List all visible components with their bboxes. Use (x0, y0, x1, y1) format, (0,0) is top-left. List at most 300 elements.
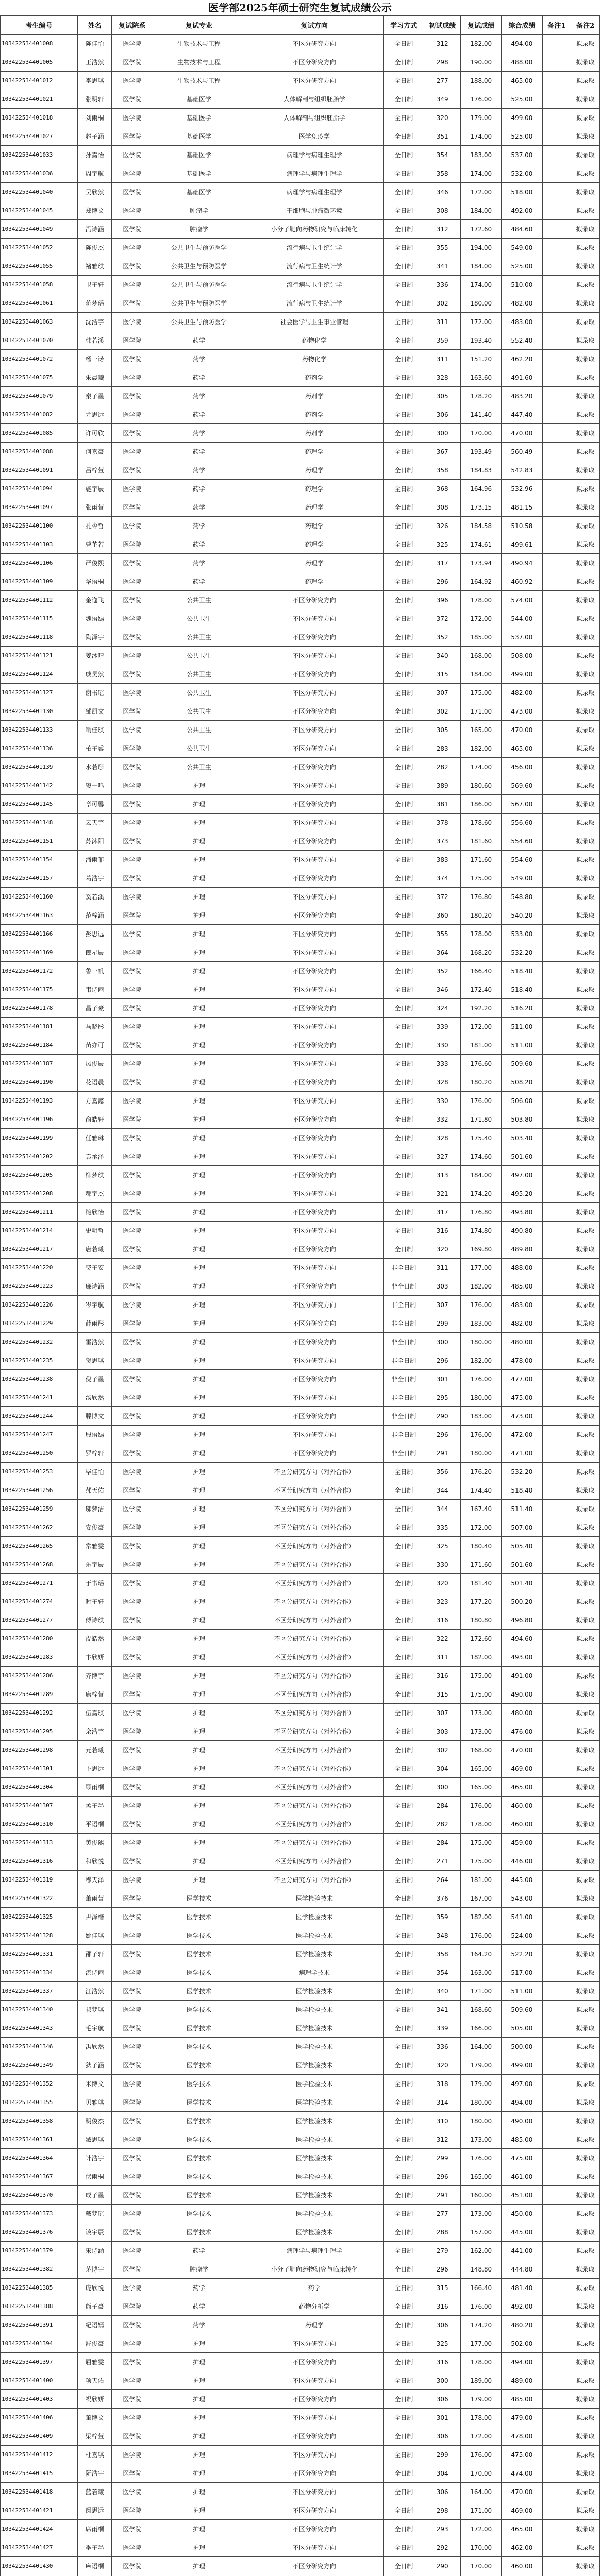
cell-major: 护理 (153, 1741, 245, 1759)
cell-name: 葛浩宇 (77, 869, 111, 888)
cell-department: 医学院 (112, 665, 153, 684)
cell-department: 医学院 (112, 1722, 153, 1741)
table-row (1, 943, 600, 962)
cell-total-score: 462.20 (502, 350, 542, 368)
cell-study-mode: 全日制 (384, 1815, 424, 1834)
cell-major: 护理 (153, 832, 245, 851)
cell-major: 护理 (153, 1129, 245, 1147)
cell-candidate-id: 103422534401211 (1, 1203, 78, 1222)
cell-department: 医学院 (112, 1092, 153, 1110)
cell-department: 医学院 (112, 2557, 153, 2575)
cell-department: 医学院 (112, 1518, 153, 1537)
cell-department: 医学院 (112, 1611, 153, 1630)
cell-name: 席雨桐 (77, 2520, 111, 2538)
cell-initial-score: 346 (424, 980, 461, 999)
table-row (1, 1222, 600, 1240)
cell-study-mode: 全日制 (384, 1073, 424, 1092)
cell-direction: 药理学 (245, 480, 384, 498)
cell-initial-score: 312 (424, 35, 461, 53)
table-row (1, 2075, 600, 2093)
cell-candidate-id: 103422534401181 (1, 1018, 78, 1036)
cell-direction: 不区分研究方向 (245, 647, 384, 665)
cell-major: 生物技术与工程 (153, 35, 245, 53)
cell-name: 吴欣然 (77, 183, 111, 201)
cell-note-1 (542, 535, 571, 554)
cell-major: 药学 (153, 2297, 245, 2316)
cell-initial-score: 340 (424, 1982, 461, 2001)
table-row (1, 2409, 600, 2427)
cell-study-mode: 全日制 (384, 146, 424, 164)
cell-retest-score: 164.20 (461, 1945, 502, 1963)
cell-department: 医学院 (112, 1166, 153, 1184)
cell-candidate-id: 103422534401310 (1, 1815, 78, 1834)
cell-name: 皮皓然 (77, 1630, 111, 1648)
cell-note-1 (542, 1611, 571, 1630)
cell-name: 郎星辰 (77, 943, 111, 962)
cell-direction: 病理学与病理生理学 (245, 183, 384, 201)
cell-name: 孙嘉怡 (77, 146, 111, 164)
cell-name: 米博文 (77, 2075, 111, 2093)
cell-note-2: 拟录取 (571, 1110, 600, 1129)
cell-department: 医学院 (112, 795, 153, 814)
cell-candidate-id: 103422534401313 (1, 1834, 78, 1852)
cell-total-score: 445.00 (502, 2223, 542, 2242)
cell-study-mode: 全日制 (384, 2019, 424, 2038)
cell-retest-score: 170.00 (461, 2538, 502, 2557)
cell-direction: 不区分研究方向（对外合作） (245, 1759, 384, 1778)
cell-direction: 不区分研究方向 (245, 1426, 384, 1444)
cell-total-score: 537.00 (502, 146, 542, 164)
cell-name: 朱晨曦 (77, 368, 111, 387)
cell-initial-score: 301 (424, 2409, 461, 2427)
cell-study-mode: 全日制 (384, 1592, 424, 1611)
cell-note-1 (542, 2093, 571, 2112)
cell-note-2: 拟录取 (571, 1444, 600, 1463)
cell-total-score: 488.00 (502, 1259, 542, 1277)
cell-note-2: 拟录取 (571, 1815, 600, 1834)
cell-study-mode: 全日制 (384, 2223, 424, 2242)
cell-candidate-id: 103422534401196 (1, 1110, 78, 1129)
cell-direction (245, 2575, 384, 2576)
table-row (1, 1982, 600, 2001)
table-row (1, 2446, 600, 2464)
cell-note-2: 拟录取 (571, 2093, 600, 2112)
cell-retest-score: 178.00 (461, 925, 502, 943)
cell-total-score: 544.00 (502, 609, 542, 628)
cell-initial-score: 339 (424, 2019, 461, 2038)
cell-department: 医学院 (112, 2056, 153, 2075)
cell-retest-score: 179.00 (461, 2075, 502, 2093)
cell-direction: 不区分研究方向 (245, 888, 384, 906)
cell-note-2: 拟录取 (571, 1463, 600, 1481)
cell-major: 肿瘤学 (153, 2260, 245, 2279)
cell-candidate-id: 103422534401103 (1, 535, 78, 554)
cell-study-mode: 全日制 (384, 1834, 424, 1852)
cell-major: 护理 (153, 2538, 245, 2557)
cell-department: 医学院 (112, 758, 153, 776)
table-row (1, 2038, 600, 2056)
table-row (1, 1908, 600, 1926)
cell-total-score: 480.00 (502, 1333, 542, 1351)
cell-total-score: 456.00 (502, 758, 542, 776)
cell-study-mode: 全日制 (384, 480, 424, 498)
cell-major: 护理 (153, 1481, 245, 1500)
cell-note-1 (542, 2223, 571, 2242)
cell-study-mode: 全日制 (384, 554, 424, 572)
cell-initial-score: 311 (424, 1259, 461, 1277)
cell-candidate-id: 103422534401085 (1, 424, 78, 443)
cell-note-1 (542, 1314, 571, 1333)
cell-retest-score: 176.80 (461, 1203, 502, 1222)
cell-note-2: 拟录取 (571, 2242, 600, 2260)
cell-department: 医学院 (112, 1259, 153, 1277)
cell-note-2: 拟录取 (571, 146, 600, 164)
cell-note-1 (542, 2409, 571, 2427)
cell-retest-score: 184.58 (461, 517, 502, 535)
cell-department: 医学院 (112, 2186, 153, 2205)
cell-initial-score: 372 (424, 609, 461, 628)
cell-department: 医学院 (112, 2390, 153, 2409)
cell-direction: 不区分研究方向 (245, 999, 384, 1018)
cell-note-1 (542, 1110, 571, 1129)
cell-note-1 (542, 35, 571, 53)
cell-note-2: 拟录取 (571, 1963, 600, 1982)
table-row (1, 1444, 600, 1463)
cell-candidate-id: 103422534401280 (1, 1630, 78, 1648)
cell-retest-score: 182.00 (461, 1648, 502, 1667)
cell-candidate-id: 103422534401247 (1, 1426, 78, 1444)
cell-candidate-id: 103422534401406 (1, 2409, 78, 2427)
cell-direction: 医学检验技术 (245, 1889, 384, 1908)
cell-direction: 不区分研究方向 (245, 2557, 384, 2575)
cell-candidate-id: 103422534401202 (1, 1147, 78, 1166)
cell-study-mode (384, 2575, 424, 2576)
cell-note-2: 拟录取 (571, 647, 600, 665)
cell-candidate-id: 103422534401325 (1, 1908, 78, 1926)
cell-department: 医学院 (112, 1982, 153, 2001)
cell-total-score: 475.00 (502, 2149, 542, 2167)
cell-candidate-id: 103422534401340 (1, 2001, 78, 2019)
cell-study-mode: 全日制 (384, 795, 424, 814)
table-row (1, 2242, 600, 2260)
cell-candidate-id: 103422534401259 (1, 1500, 78, 1518)
cell-total-score: 478.00 (502, 1351, 542, 1370)
cell-initial-score: 381 (424, 795, 461, 814)
cell-study-mode: 全日制 (384, 628, 424, 647)
cell-major: 护理 (153, 1463, 245, 1481)
cell-direction: 药理学 (245, 461, 384, 480)
table-row (1, 2371, 600, 2390)
cell-direction: 医学检验技术 (245, 2001, 384, 2019)
cell-retest-score: 183.00 (461, 1314, 502, 1333)
cell-candidate-id: 103422534401334 (1, 1963, 78, 1982)
cell-study-mode: 全日制 (384, 869, 424, 888)
cell-retest-score: 176.00 (461, 1296, 502, 1314)
cell-total-score: 522.20 (502, 1945, 542, 1963)
cell-note-2: 拟录取 (571, 1722, 600, 1741)
cell-department: 医学院 (112, 1500, 153, 1518)
cell-note-2: 拟录取 (571, 2075, 600, 2093)
cell-study-mode: 全日制 (384, 943, 424, 962)
cell-total-score: 503.80 (502, 1110, 542, 1129)
cell-name: 顾雨桐 (77, 1778, 111, 1797)
cell-major: 医学技术 (153, 2001, 245, 2019)
cell-major: 护理 (153, 1036, 245, 1055)
cell-major: 基础医学 (153, 127, 245, 146)
cell-total-score: 490.80 (502, 1222, 542, 1240)
cell-study-mode: 全日制 (384, 2205, 424, 2223)
cell-note-1 (542, 443, 571, 461)
cell-direction: 医学检验技术 (245, 2167, 384, 2186)
cell-total-score: 494.60 (502, 1630, 542, 1648)
cell-total-score: 485.00 (502, 2390, 542, 2409)
cell-study-mode: 全日制 (384, 2520, 424, 2538)
cell-note-1 (542, 1055, 571, 1073)
cell-note-2: 拟录取 (571, 1333, 600, 1351)
cell-name: 谈宇辰 (77, 2223, 111, 2242)
cell-candidate-id: 103422534401097 (1, 498, 78, 517)
cell-major: 药学 (153, 424, 245, 443)
cell-total-score: 532.20 (502, 1463, 542, 1481)
cell-department: 医学院 (112, 1555, 153, 1574)
cell-direction: 病理学与病理生理学 (245, 146, 384, 164)
cell-note-2: 拟录取 (571, 1351, 600, 1370)
cell-study-mode: 全日制 (384, 1630, 424, 1648)
cell-initial-score: 368 (424, 480, 461, 498)
cell-study-mode: 非全日制 (384, 1426, 424, 1444)
cell-retest-score: 174.00 (461, 164, 502, 183)
cell-candidate-id: 103422534401012 (1, 72, 78, 90)
cell-initial-score: 306 (424, 2483, 461, 2501)
cell-major: 护理 (153, 1259, 245, 1277)
cell-candidate-id: 103422534401021 (1, 90, 78, 109)
cell-name: 倪子墨 (77, 1370, 111, 1388)
cell-candidate-id: 103422534401328 (1, 1926, 78, 1945)
cell-note-1 (542, 294, 571, 313)
cell-retest-score: 171.60 (461, 1555, 502, 1574)
cell-department: 医学院 (112, 2371, 153, 2390)
cell-note-1 (542, 1129, 571, 1147)
cell-note-2: 拟录取 (571, 1222, 600, 1240)
cell-retest-score: 174.00 (461, 127, 502, 146)
cell-department: 医学院 (112, 1314, 153, 1333)
cell-direction: 药剂学 (245, 424, 384, 443)
table-row (1, 2149, 600, 2167)
cell-name: 赵子涵 (77, 127, 111, 146)
cell-note-2: 拟录取 (571, 2316, 600, 2334)
cell-major: 护理 (153, 1351, 245, 1370)
cell-candidate-id: 103422534401133 (1, 721, 78, 739)
cell-total-score: 508.20 (502, 1073, 542, 1092)
cell-initial-score: 300 (424, 1778, 461, 1797)
table-header-row (1, 16, 600, 35)
table-row (1, 183, 600, 201)
cell-name: 雷浩然 (77, 1333, 111, 1351)
cell-department: 医学院 (112, 443, 153, 461)
cell-department: 医学院 (112, 2427, 153, 2446)
cell-initial-score: 330 (424, 1092, 461, 1110)
cell-total-score: 505.40 (502, 1537, 542, 1555)
cell-department: 医学院 (112, 90, 153, 109)
table-row (1, 1518, 600, 1537)
cell-note-2: 拟录取 (571, 925, 600, 943)
cell-note-2: 拟录取 (571, 201, 600, 220)
cell-department: 医学院 (112, 72, 153, 90)
cell-study-mode: 全日制 (384, 1222, 424, 1240)
cell-note-1 (542, 368, 571, 387)
table-row (1, 517, 600, 535)
cell-total-score: 460.00 (502, 1797, 542, 1815)
cell-candidate-id: 103422534401295 (1, 1722, 78, 1741)
table-row (1, 776, 600, 795)
cell-major: 护理 (153, 795, 245, 814)
cell-note-2: 拟录取 (571, 2167, 600, 2186)
cell-initial-score: 312 (424, 220, 461, 239)
cell-total-score: 451.00 (502, 2186, 542, 2205)
cell-department: 医学院 (112, 1055, 153, 1073)
cell-initial-score: 295 (424, 1388, 461, 1407)
cell-major: 公共卫生 (153, 758, 245, 776)
table-row (1, 1166, 600, 1184)
cell-department: 医学院 (112, 1834, 153, 1852)
cell-department: 医学院 (112, 1630, 153, 1648)
cell-note-1 (542, 572, 571, 591)
cell-retest-score: 169.80 (461, 1240, 502, 1259)
cell-candidate-id: 103422534401382 (1, 2260, 78, 2279)
cell-study-mode: 全日制 (384, 851, 424, 869)
table-row (1, 647, 600, 665)
cell-direction: 医学检验技术 (245, 2056, 384, 2075)
cell-study-mode: 全日制 (384, 2038, 424, 2056)
cell-initial-score: 291 (424, 2186, 461, 2205)
cell-note-1 (542, 1815, 571, 1834)
cell-direction: 医学检验技术 (245, 2075, 384, 2093)
cell-study-mode: 全日制 (384, 888, 424, 906)
cell-major: 护理 (153, 2483, 245, 2501)
cell-retest-score: 175.00 (461, 684, 502, 702)
cell-initial-score: 359 (424, 1908, 461, 1926)
cell-department: 医学院 (112, 146, 153, 164)
table-row (1, 2186, 600, 2205)
cell-retest-score: 173.00 (461, 1704, 502, 1722)
cell-name: 伏雨桐 (77, 2167, 111, 2186)
cell-name: 陈佳怡 (77, 35, 111, 53)
cell-study-mode: 全日制 (384, 1648, 424, 1667)
table-row (1, 554, 600, 572)
cell-candidate-id: 103422534401394 (1, 2334, 78, 2353)
cell-note-1 (542, 405, 571, 424)
table-row (1, 2557, 600, 2575)
cell-retest-score: 173.00 (461, 1722, 502, 1741)
cell-department: 医学院 (112, 962, 153, 980)
cell-department (112, 2575, 153, 2576)
cell-note-2: 拟录取 (571, 1982, 600, 2001)
cell-major: 医学技术 (153, 2019, 245, 2038)
cell-department: 医学院 (112, 2446, 153, 2464)
cell-direction: 医学检验技术 (245, 2186, 384, 2205)
table-row (1, 1333, 600, 1351)
table-row (1, 758, 600, 776)
cell-name: 戴梦瑶 (77, 2205, 111, 2223)
cell-direction: 不区分研究方向（对外合作） (245, 1537, 384, 1555)
cell-note-1 (542, 943, 571, 962)
header-total-score: 综合成绩 (502, 16, 542, 35)
cell-department: 医学院 (112, 1778, 153, 1797)
cell-initial-score: 316 (424, 1667, 461, 1685)
cell-major: 医学技术 (153, 1889, 245, 1908)
cell-note-1 (542, 1296, 571, 1314)
cell-note-2: 拟录取 (571, 257, 600, 276)
cell-major: 医学技术 (153, 1963, 245, 1982)
cell-study-mode: 全日制 (384, 1018, 424, 1036)
cell-major: 基础医学 (153, 183, 245, 201)
cell-study-mode: 全日制 (384, 647, 424, 665)
cell-candidate-id: 103422534401376 (1, 2223, 78, 2242)
cell-note-2: 拟录取 (571, 1166, 600, 1184)
cell-retest-score: 176.00 (461, 1426, 502, 1444)
cell-direction: 不区分研究方向 (245, 1444, 384, 1463)
cell-retest-score: 188.00 (461, 72, 502, 90)
cell-major: 医学技术 (153, 2112, 245, 2130)
cell-note-2: 拟录取 (571, 776, 600, 795)
cell-department: 医学院 (112, 424, 153, 443)
cell-initial-score: 282 (424, 1815, 461, 1834)
cell-retest-score: 189.00 (461, 2371, 502, 2390)
cell-note-2: 拟录取 (571, 2149, 600, 2167)
cell-note-1 (542, 480, 571, 498)
cell-note-2: 拟录取 (571, 368, 600, 387)
cell-study-mode: 非全日制 (384, 1314, 424, 1333)
cell-note-1 (542, 1648, 571, 1667)
cell-name: 廉诗涵 (77, 1277, 111, 1296)
cell-direction: 不区分研究方向 (245, 776, 384, 795)
cell-total-score: 485.00 (502, 2130, 542, 2149)
cell-direction: 医学检验技术 (245, 2019, 384, 2038)
cell-note-1 (542, 1592, 571, 1611)
cell-note-2: 拟录取 (571, 517, 600, 535)
cell-name: 马晓彤 (77, 1018, 111, 1036)
cell-study-mode: 全日制 (384, 2001, 424, 2019)
cell-study-mode: 全日制 (384, 2390, 424, 2409)
cell-department: 医学院 (112, 2167, 153, 2186)
cell-direction: 不区分研究方向 (245, 814, 384, 832)
cell-retest-score: 178.00 (461, 2353, 502, 2371)
cell-major: 护理 (153, 1444, 245, 1463)
cell-initial-score: 315 (424, 2279, 461, 2297)
cell-major: 护理 (153, 1500, 245, 1518)
cell-initial-score: 271 (424, 1852, 461, 1871)
cell-note-1 (542, 1073, 571, 1092)
cell-department: 医学院 (112, 2075, 153, 2093)
cell-major: 护理 (153, 2371, 245, 2390)
cell-candidate-id: 103422534401226 (1, 1296, 78, 1314)
cell-major: 公共卫生 (153, 721, 245, 739)
cell-name: 闵思远 (77, 2501, 111, 2520)
cell-name: 唐若曦 (77, 1240, 111, 1259)
cell-major: 护理 (153, 1685, 245, 1704)
cell-note-1 (542, 1426, 571, 1444)
cell-note-2: 拟录取 (571, 1092, 600, 1110)
cell-note-1 (542, 1982, 571, 2001)
cell-major: 护理 (153, 1314, 245, 1333)
cell-retest-score: 173.00 (461, 2205, 502, 2223)
cell-candidate-id: 103422534401352 (1, 2075, 78, 2093)
cell-major: 护理 (153, 2353, 245, 2371)
cell-note-1 (542, 776, 571, 795)
cell-initial-score: 344 (424, 1481, 461, 1500)
cell-initial-score: 277 (424, 2205, 461, 2223)
cell-major: 护理 (153, 1778, 245, 1797)
